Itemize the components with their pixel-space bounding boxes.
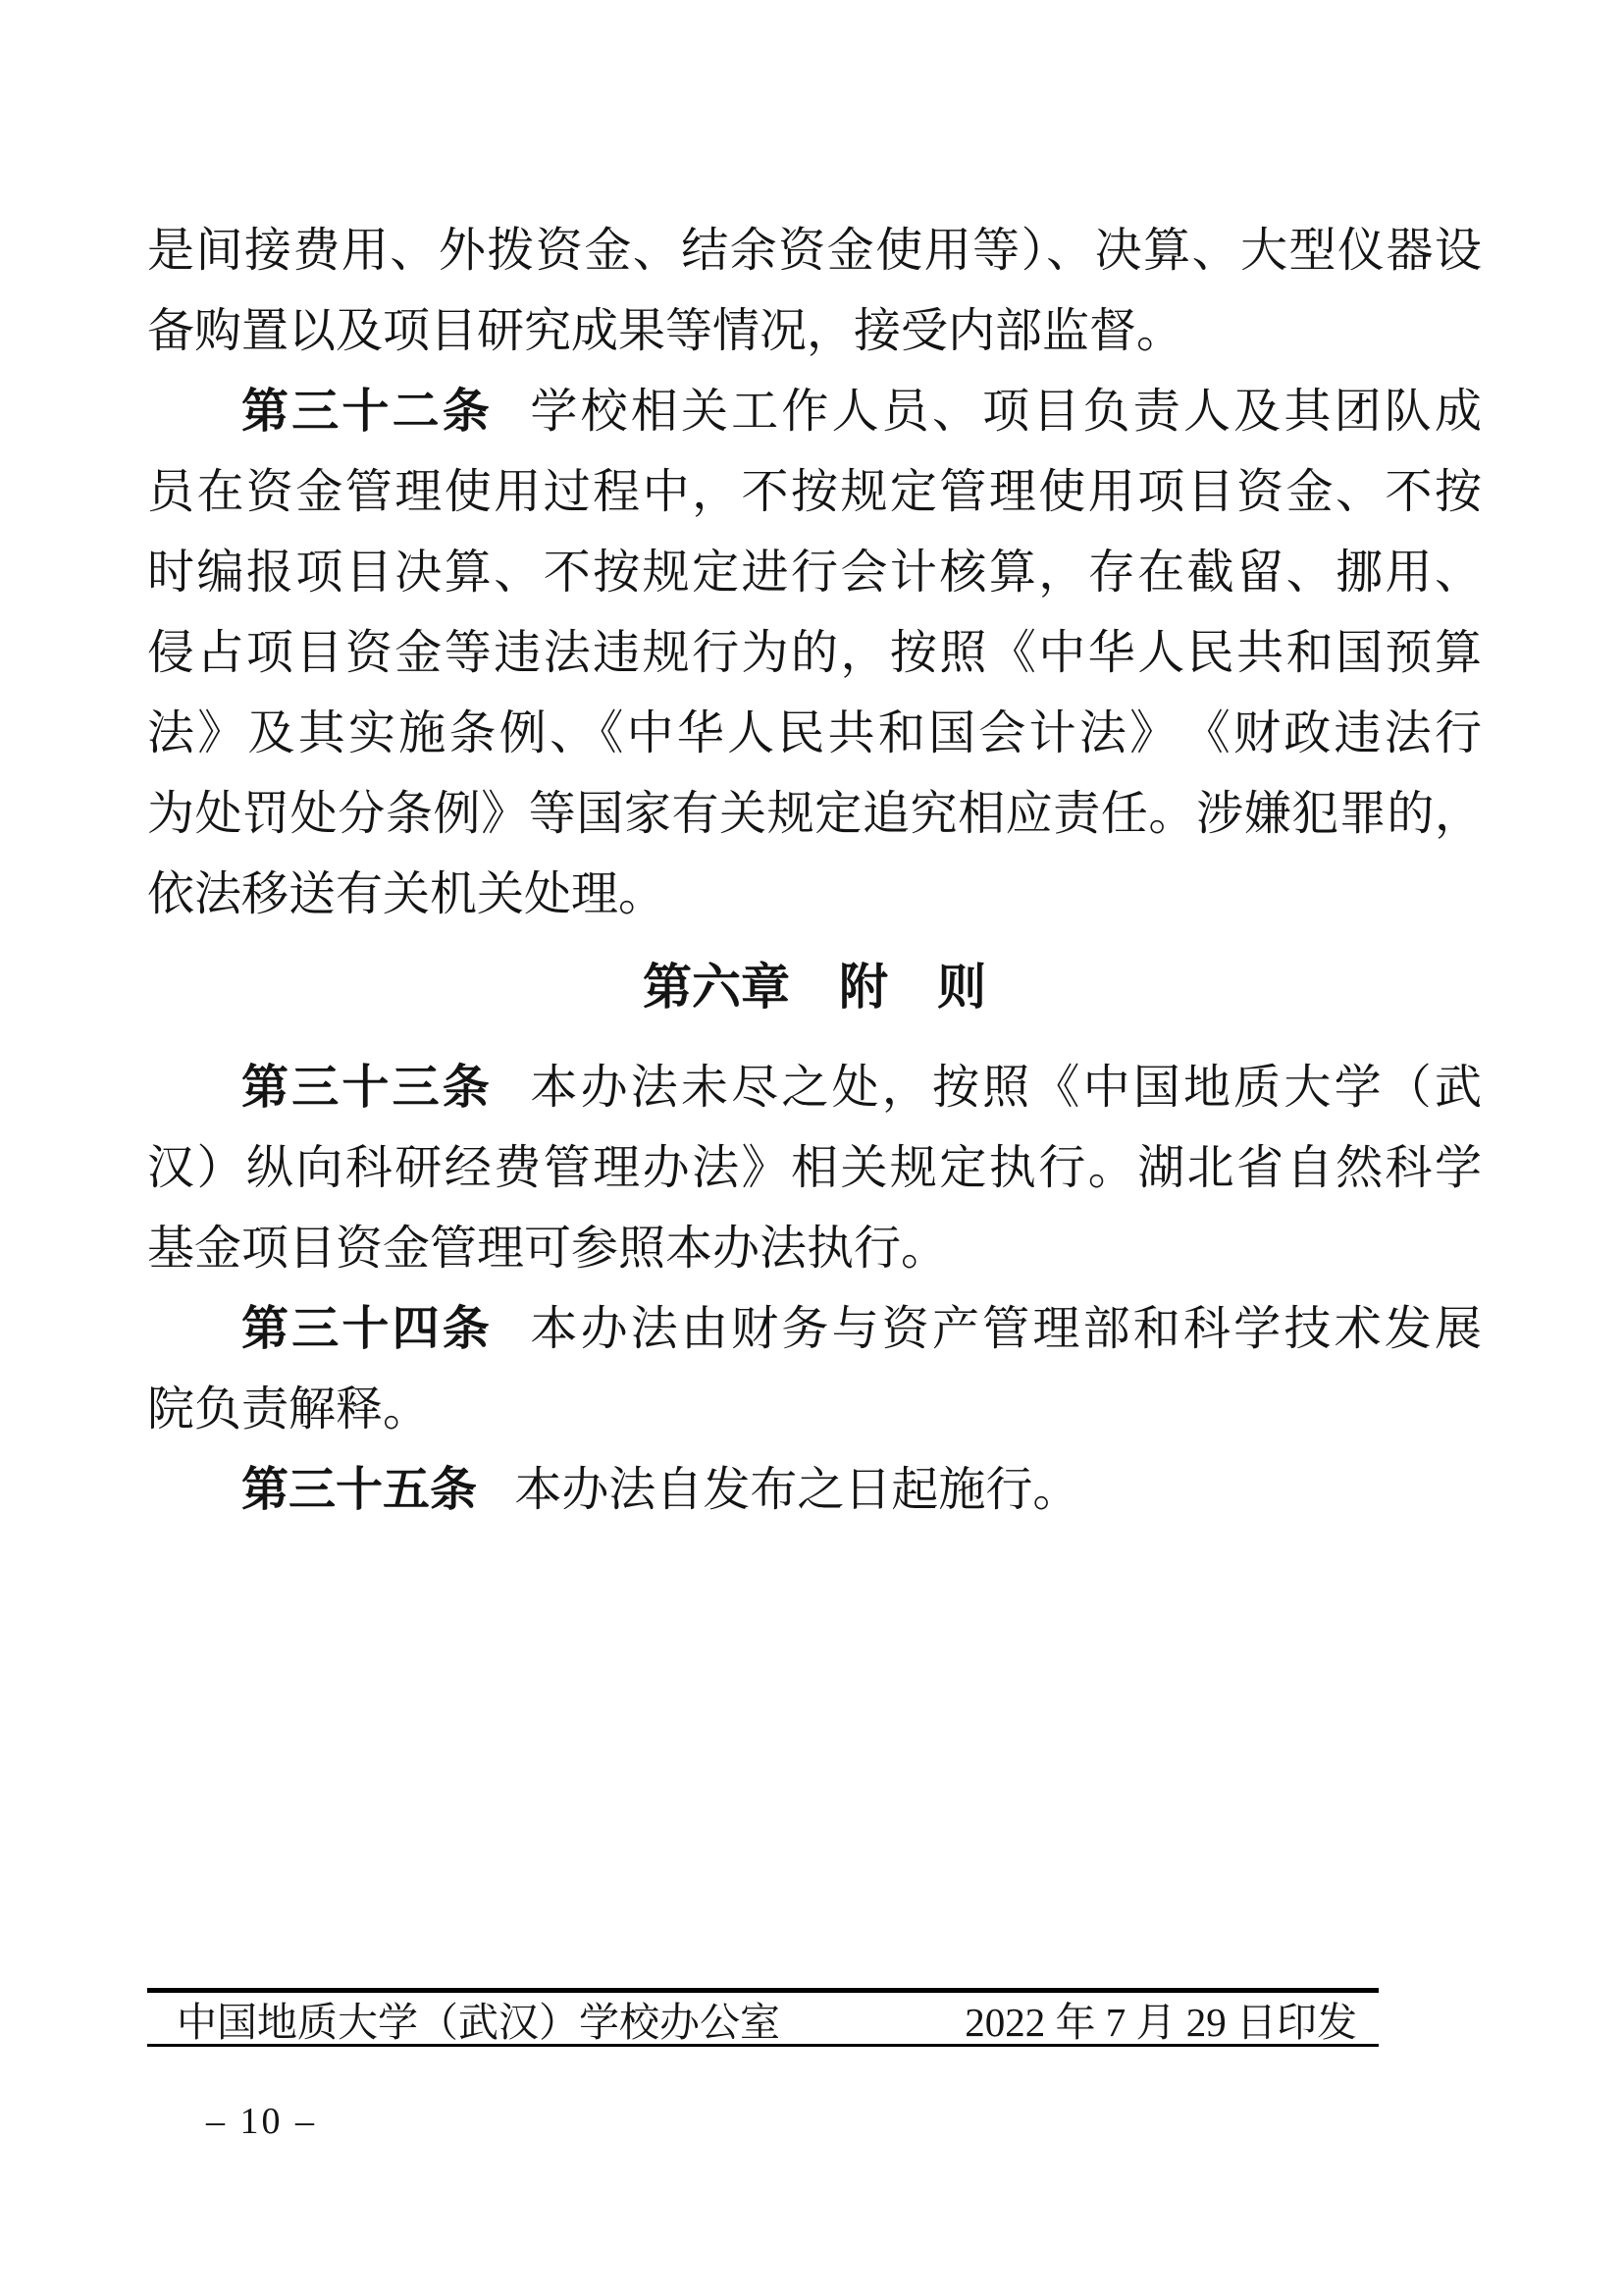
- body-line: [147, 1370, 1482, 1450]
- body-line: [147, 613, 1482, 694]
- body-line: [147, 1450, 1482, 1531]
- page-number: – 10 –: [206, 2101, 317, 2142]
- article-term: 第三十二条: [241, 386, 493, 438]
- article-term: 第三十五条: [241, 1464, 478, 1516]
- footer-rule-bottom: [147, 2044, 1379, 2047]
- body-line: [147, 452, 1482, 533]
- body-line-text: 本办法由财务与资产管理部和科学技术发展: [530, 1303, 1482, 1355]
- body-line: [147, 533, 1482, 613]
- body-line-text: 为处罚处分条例》等国家有关规定追究相应责任。涉嫌犯罪的，: [147, 788, 1482, 840]
- body-line: [147, 694, 1482, 774]
- body-line: [147, 774, 1482, 855]
- body-line-text: 本办法自发布之日起施行。: [514, 1464, 1080, 1516]
- footer-print-date: 2022 年 7 月 29 日印发: [965, 1999, 1357, 2045]
- footer: [147, 1993, 1379, 2044]
- body-line-text: 基金项目资金管理可参照本办法执行。: [147, 1223, 949, 1275]
- footer-issuer: 中国地质大学（武汉）学校办公室: [177, 1999, 780, 2045]
- body-line-text: 时编报项目决算、不按规定进行会计核算，存在截留、挪用、: [147, 547, 1482, 599]
- body-line-text: 员在资金管理使用过程中，不按规定管理使用项目资金、不按: [147, 466, 1482, 518]
- body-line: [147, 211, 1482, 291]
- body-line-text: 法》及其实施条例、《中华人民共和国会计法》 《财政违法行: [147, 707, 1482, 759]
- body-line: [147, 855, 1482, 935]
- document-body: [147, 211, 1482, 1531]
- article-term: 第三十三条: [241, 1062, 493, 1114]
- body-line: [147, 291, 1482, 372]
- chapter-heading: 第六章 附 则: [643, 960, 986, 1015]
- body-line-text: 依法移送有关机关处理。: [147, 868, 666, 920]
- body-line: [147, 1128, 1482, 1209]
- body-line: [147, 1209, 1482, 1289]
- body-line: [147, 1289, 1482, 1370]
- body-line: [147, 372, 1482, 452]
- body-line-text: 院负责解释。: [147, 1383, 431, 1435]
- body-line-text: 侵占项目资金等违法违规行为的，按照《中华人民共和国预算: [147, 627, 1482, 679]
- body-line-text: 本办法未尽之处，按照《中国地质大学（武: [530, 1062, 1482, 1114]
- body-line-text: 备购置以及项目研究成果等情况，接受内部监督。: [147, 305, 1184, 357]
- body-line-text: 学校相关工作人员、项目负责人及其团队成: [530, 386, 1482, 438]
- article-term: 第三十四条: [241, 1303, 493, 1355]
- body-line-text: 汉）纵向科研经费管理办法》相关规定执行。湖北省自然科学: [147, 1142, 1482, 1194]
- body-line-text: 是间接费用、外拨资金、结余资金使用等）、决算、大型仪器设: [147, 225, 1482, 277]
- body-line: [147, 1048, 1482, 1128]
